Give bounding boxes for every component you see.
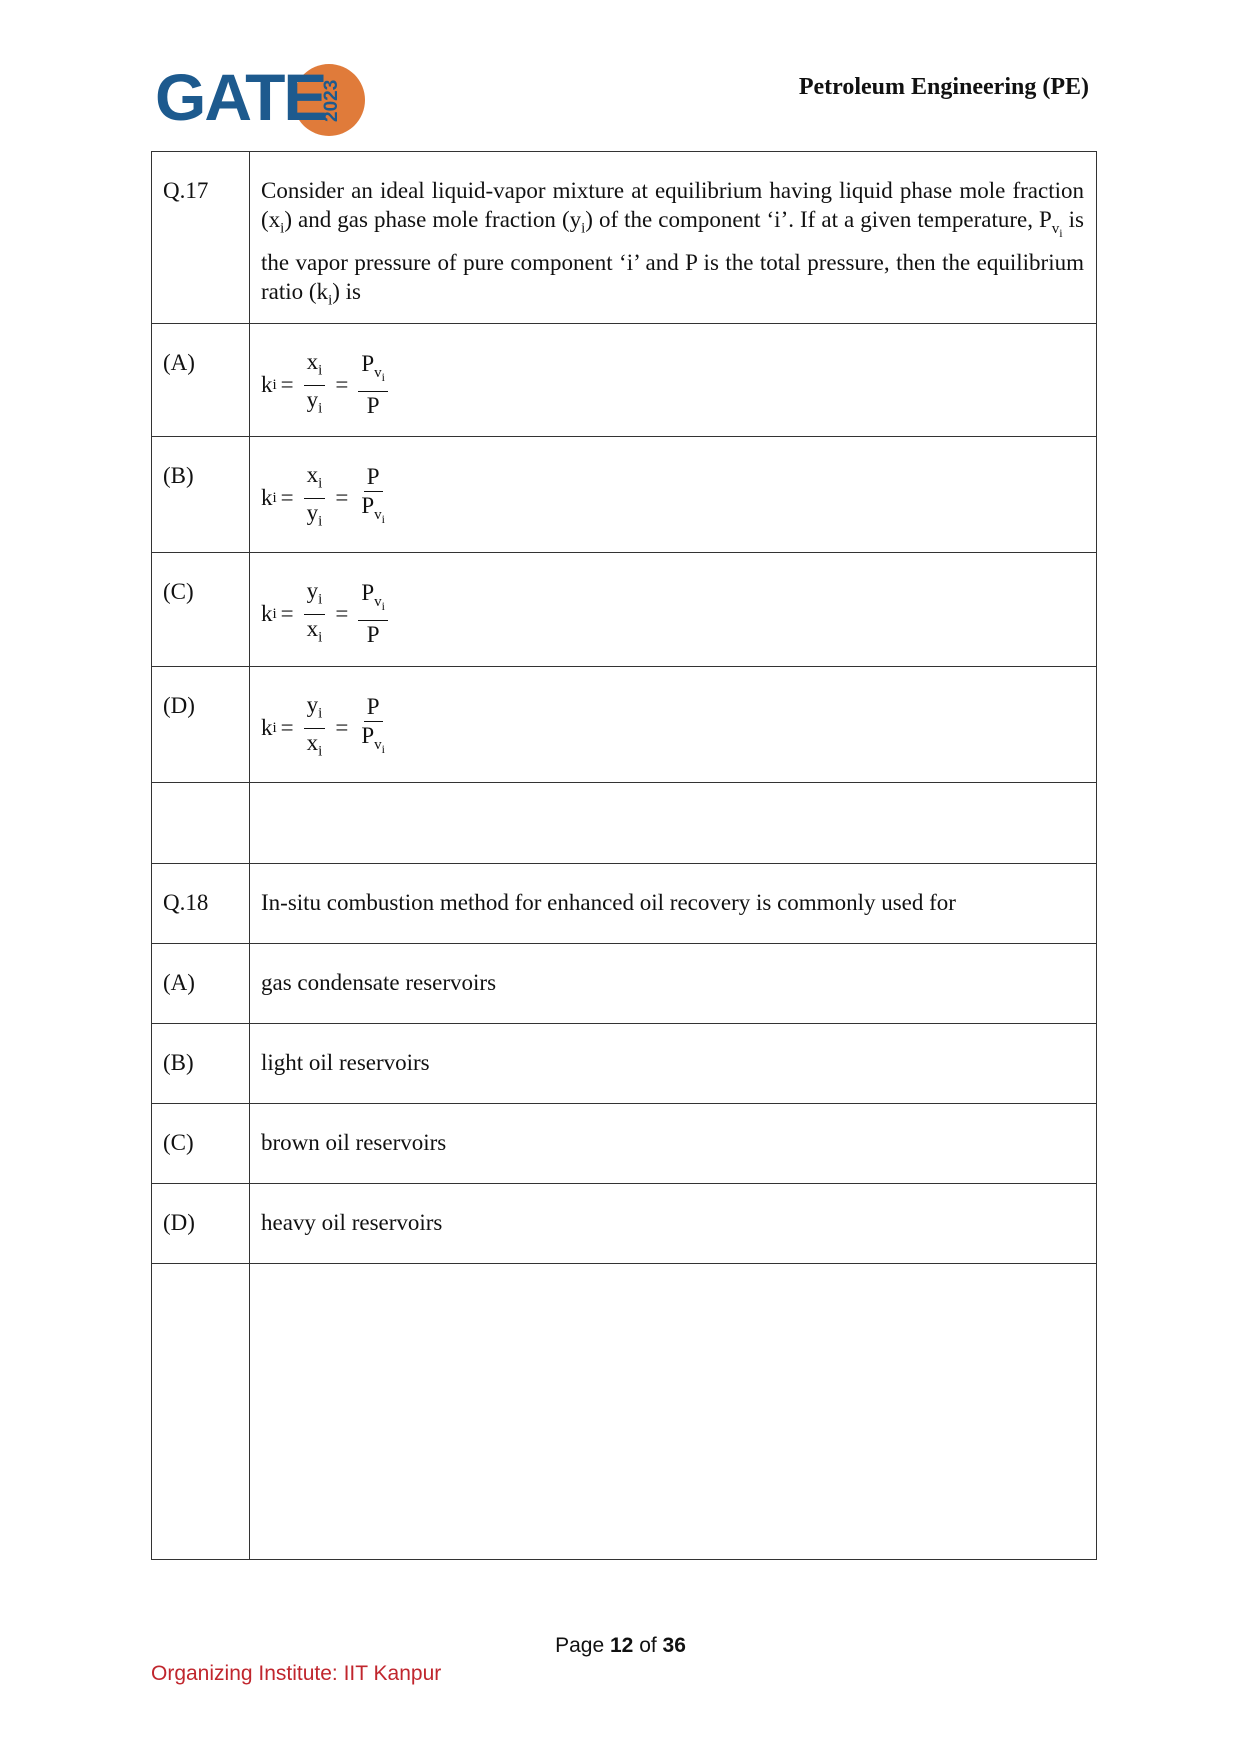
option-row [152, 667, 1097, 783]
option-text: gas condensate reservoirs [250, 944, 1097, 1024]
option-row [152, 944, 1097, 1024]
page-title: Petroleum Engineering (PE) [798, 74, 1089, 100]
question-row [152, 152, 1097, 324]
page-number: Page 12 of 36 [555, 1634, 686, 1657]
question-number: Q.17 [152, 152, 250, 324]
option-formula: k i = $\frac{x_i}{y_i}$ = $\frac{P}{P_{v_i}}$ [250, 437, 1097, 553]
logo-text: GATE [155, 60, 326, 134]
question-table [151, 151, 1097, 1560]
option-label: (C) [152, 1104, 250, 1184]
option-row [152, 1024, 1097, 1104]
spacer-row [152, 1264, 1097, 1560]
option-text: brown oil reservoirs [250, 1104, 1097, 1184]
option-label: (D) [152, 1184, 250, 1264]
option-row [152, 324, 1097, 437]
option-formula: k i = $\frac{y_i}{x_i}$ = $\frac{P_{v_i}}{P}$ [250, 553, 1097, 667]
option-text: light oil reservoirs [250, 1024, 1097, 1104]
option-row [152, 1104, 1097, 1184]
option-formula: k i = $\frac{x_i}{y_i}$ = $\frac{P_{v_i}}{P}$ [250, 324, 1097, 437]
option-row [152, 553, 1097, 667]
question-text: In-situ combustion method for enhanced oil recovery is commonly used for [250, 864, 1097, 944]
gate-logo [155, 58, 365, 136]
spacer-row [152, 783, 1097, 864]
option-label: (B) [152, 1024, 250, 1104]
option-formula: k i = $\frac{y_i}{x_i}$ = $\frac{P}{P_{v_i}}$ [250, 667, 1097, 783]
option-row [152, 1184, 1097, 1264]
option-label: (D) [152, 667, 250, 783]
option-row [152, 437, 1097, 553]
organizer: Organizing Institute: IIT Kanpur [151, 1662, 442, 1685]
option-label: (B) [152, 437, 250, 553]
question-number: Q.18 [152, 864, 250, 944]
option-label: (C) [152, 553, 250, 667]
option-label: (A) [152, 944, 250, 1024]
logo-year: 2023 [321, 79, 342, 123]
option-text: heavy oil reservoirs [250, 1184, 1097, 1264]
question-row [152, 864, 1097, 944]
question-text: Consider an ideal liquid-vapor mixture at equilibrium having liquid phase mole fraction $(x_i)$ and gas phase mole fraction $(y_i)$ of the component ‘i’. If at a given temperature, $P_{v_i}$ is the vapor pressure of pure component ‘i’ and P is the total pressure, then the equilibrium ratio $(k_i)$ is [250, 152, 1097, 324]
option-label: (A) [152, 324, 250, 437]
